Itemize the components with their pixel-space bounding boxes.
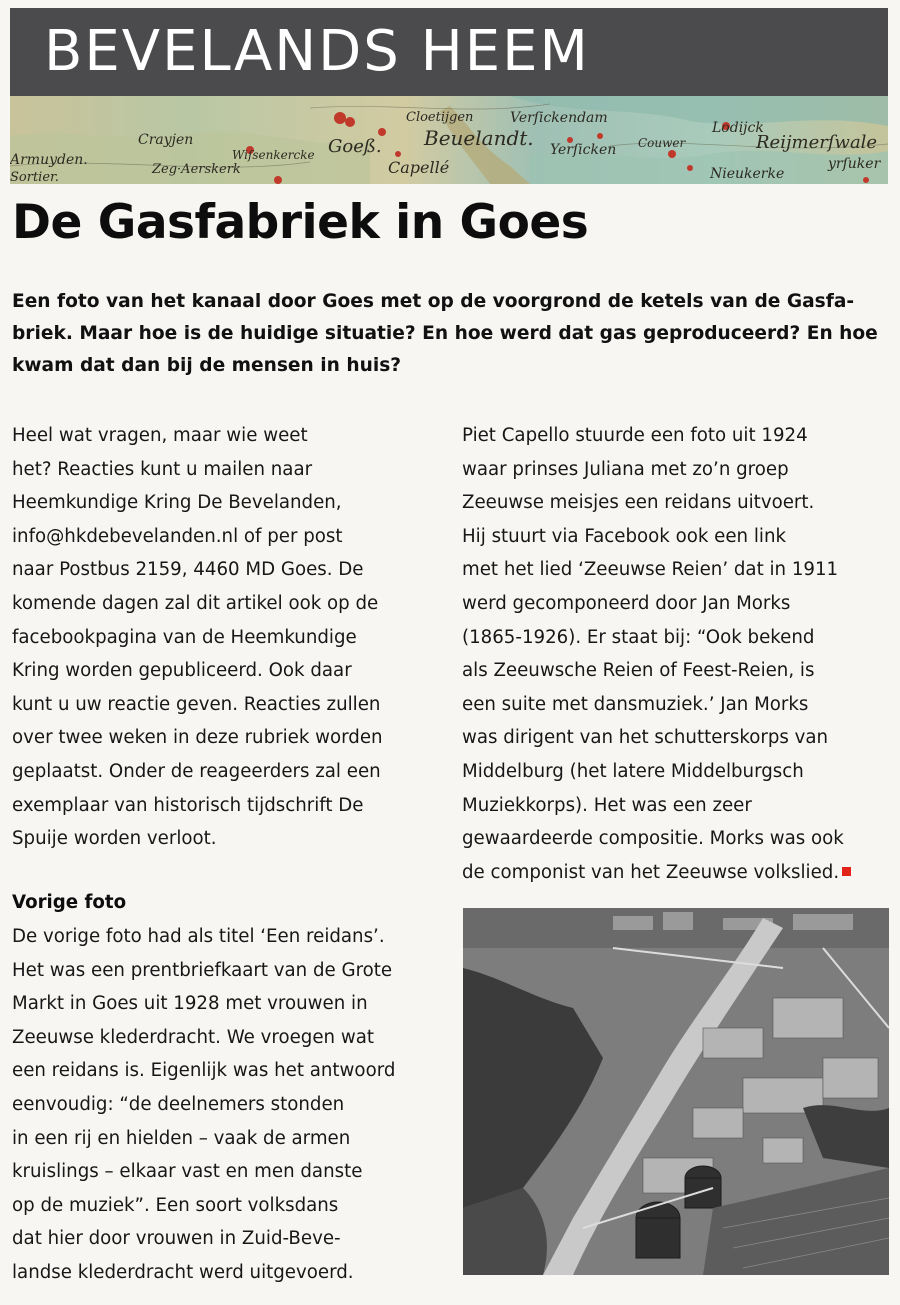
text-line: was dirigent van het schutterskorps van: [462, 727, 829, 749]
map-label: Cloetijgen: [406, 110, 474, 125]
aerial-photo-gasworks: [463, 908, 889, 1275]
map-label: Sortier.: [10, 170, 59, 184]
text-line-last: [462, 856, 892, 890]
left-column-paragraph-2: [12, 920, 442, 1290]
right-column-paragraph: [462, 419, 892, 889]
masthead-title: BEVELANDS HEEM: [44, 19, 590, 84]
map-label: Armuyden.: [10, 152, 88, 168]
text-line: kunt u uw reactie geven. Reacties zullen: [12, 693, 381, 715]
text-line: komende dagen zal dit artikel ook op de: [12, 592, 379, 614]
map-label: Crayjen: [138, 132, 194, 148]
text-line: dat hier door vrouwen in Zuid-Beve-: [12, 1228, 341, 1250]
left-column-paragraph: [12, 419, 442, 856]
map-label: Goeß.: [328, 136, 382, 157]
text-line: in een rij en hielden – vaak de armen: [12, 1127, 351, 1149]
text-line: over twee weken in deze rubriek worden: [12, 727, 383, 749]
text-line: Zeeuwse meisjes een reidans uitvoert.: [462, 492, 815, 514]
text-line: Heemkundige Kring De Bevelanden,: [12, 492, 342, 514]
text-line: (1865-1926). Er staat bij: “Ook bekend: [462, 626, 815, 648]
text-line: geplaatst. Onder de reageerders zal een: [12, 760, 381, 782]
map-label: Capellé: [388, 158, 450, 177]
text-line: Heel wat vragen, maar wie weet: [12, 425, 308, 446]
text-line: met het lied ‘Zeeuwse Reien’ dat in 1911: [462, 559, 839, 581]
text-line: waar prinses Juliana met zo’n groep: [462, 458, 789, 480]
text-line: Markt in Goes uit 1928 met vrouwen in: [12, 993, 368, 1015]
text-line: facebookpagina van de Heemkundige: [12, 626, 357, 648]
text-line: een reidans is. Eigenlijk was het antwoord: [12, 1060, 396, 1082]
aerial-photo-illustration: [463, 908, 889, 1275]
map-label: Yerſicken: [550, 142, 617, 158]
map-label: Beuelandt.: [424, 126, 534, 150]
text-line: exemplaar van historisch tijdschrift De: [12, 794, 364, 816]
lead-line: kwam dat dan bij de mensen in huis?: [12, 355, 402, 376]
map-label: Reijmerſwale: [756, 132, 878, 153]
text-line: het? Reacties kunt u mailen naar: [12, 458, 313, 480]
text-line: Middelburg (het latere Middelburgsch: [462, 760, 804, 782]
section-subheading: Vorige foto: [12, 892, 127, 913]
text-line: Kring worden gepubliceerd. Ook daar: [12, 660, 352, 682]
text-line: kruislings – elkaar vast en men danste: [12, 1161, 363, 1183]
text-line: Piet Capello stuurde een foto uit 1924: [462, 425, 808, 446]
text-line: op de muziek”. Een soort volksdans: [12, 1194, 339, 1216]
text-line: info@hkdebevelanden.nl of per post: [12, 525, 343, 547]
map-label: Verſickendam: [510, 110, 608, 126]
text-line: Muziekkorps). Het was een zeer: [462, 794, 752, 816]
text-line: naar Postbus 2159, 4460 MD Goes. De: [12, 559, 364, 581]
text-line: Zeeuwse klederdracht. We vroegen wat: [12, 1026, 374, 1048]
text-line: werd gecomponeerd door Jan Morks: [462, 592, 791, 614]
text-line: de componist van het Zeeuwse volkslied.: [462, 861, 840, 883]
text-line: De vorige foto had als titel ‘Een reidans’.: [12, 926, 385, 947]
text-line: Het was een prentbriefkaart van de Grote: [12, 959, 393, 981]
article-headline: De Gasfabriek in Goes: [12, 195, 589, 250]
map-label: Wiſsenkercke: [232, 148, 315, 162]
text-line: landse klederdracht werd uitgevoerd.: [12, 1261, 354, 1283]
map-label: Lodijck: [712, 120, 764, 136]
lead-line: Een foto van het kanaal door Goes met op de voorgrond de ketels van de Gasfa-: [12, 291, 855, 312]
text-line: eenvoudig: “de deelnemers stonden: [12, 1093, 345, 1115]
map-label: Couwer: [638, 136, 686, 150]
text-line: gewaardeerde compositie. Morks was ook: [462, 828, 844, 850]
text-line: als Zeeuwsche Reien of Feest-Reien, is: [462, 660, 815, 682]
text-line: een suite met dansmuziek.’ Jan Morks: [462, 693, 809, 715]
map-label: Zeg·Aerskerk: [152, 162, 241, 177]
article-lead: [12, 286, 888, 382]
lead-line: briek. Maar hoe is de huidige situatie? En hoe werd dat gas geproduceerd? En hoe: [12, 323, 878, 344]
text-line: Spuije worden verloot.: [12, 828, 217, 850]
masthead: [10, 8, 888, 184]
end-of-article-mark: [842, 867, 851, 876]
text-line: Hij stuurt via Facebook ook een link: [462, 525, 787, 547]
historic-map-strip: [10, 96, 888, 184]
map-label: Nieukerke: [710, 166, 785, 182]
map-label: yrſuker: [828, 156, 881, 172]
masthead-title-bar: [10, 8, 888, 96]
